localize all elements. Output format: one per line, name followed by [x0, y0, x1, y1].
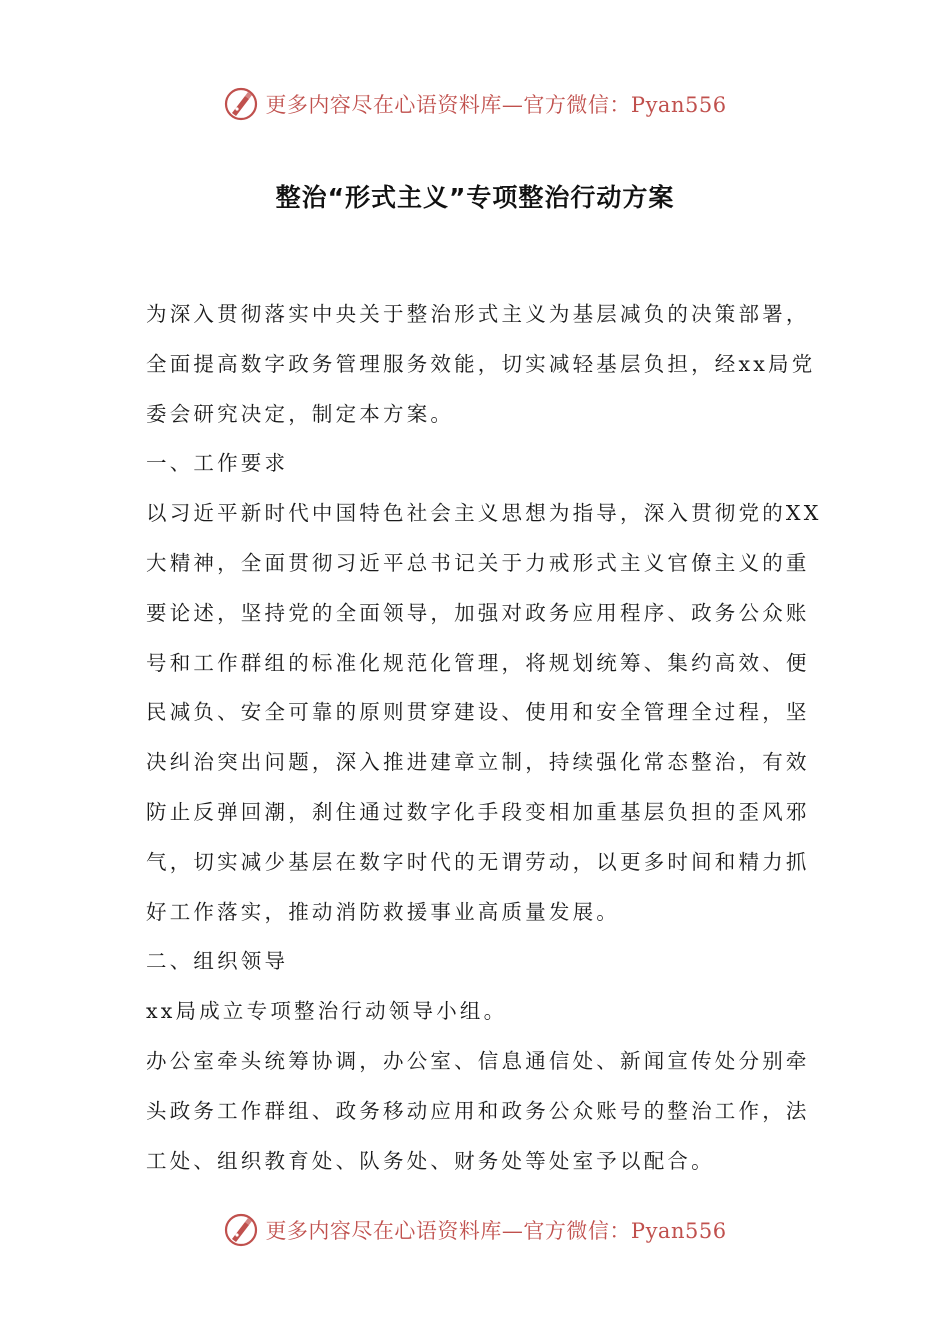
pen-nib-logo-icon [223, 1212, 259, 1248]
watermark-text: 更多内容尽在心语资料库—官方微信：Pyan556 [265, 1219, 727, 1243]
organization-paragraph-2: 办公室牵头统筹协调，办公室、信息通信处、新闻宣传处分别牵头政务工作群组、政务移动应用和政务公众账号的整治工作，法工处、组织教育处、队务处、财务处等处室予以配合。 [146, 1048, 810, 1173]
work-requirements-paragraph: 以习近平新时代中国特色社会主义思想为指导，深入贯彻党的XX大精神，全面贯彻习近平总书记关于力戒形式主义官僚主义的重要论述，坚持党的全面领导，加强对政务应用程序、政务公众账号和工作群组的标准化规范化管理，将规划统筹、集约高效、便民减负、安全可靠的原则贯穿建设、使用和安全管理全过程，坚决纠治突出问题，深入推进建章立制，持续强化常态整治，有效防止反弹回潮，刹住通过数字化手段变相加重基层负担的歪风邪气，切实减少基层在数字时代的无谓劳动，以更多时间和精力抓好工作落实，推动消防救援事业高质量发展。 [146, 501, 822, 924]
document-body [146, 290, 826, 1186]
document-title: 整治“形式主义”专项整治行动方案 [275, 183, 675, 212]
organization-paragraph-1: xx局成立专项整治行动领导小组。 [146, 999, 508, 1024]
watermark-text: 更多内容尽在心语资料库—官方微信：Pyan556 [265, 93, 727, 117]
section-heading-work-requirements: 一、工作要求 [146, 451, 289, 476]
section-heading-organization: 二、组织领导 [146, 949, 289, 974]
footer-watermark-banner [0, 1208, 950, 1252]
header-watermark-banner [0, 82, 950, 126]
intro-paragraph: 为深入贯彻落实中央关于整治形式主义为基层减负的决策部署，全面提高数字政务管理服务效能，切实减轻基层负担，经xx局党委会研究决定，制定本方案。 [146, 302, 816, 426]
pen-nib-logo-icon [223, 86, 259, 122]
